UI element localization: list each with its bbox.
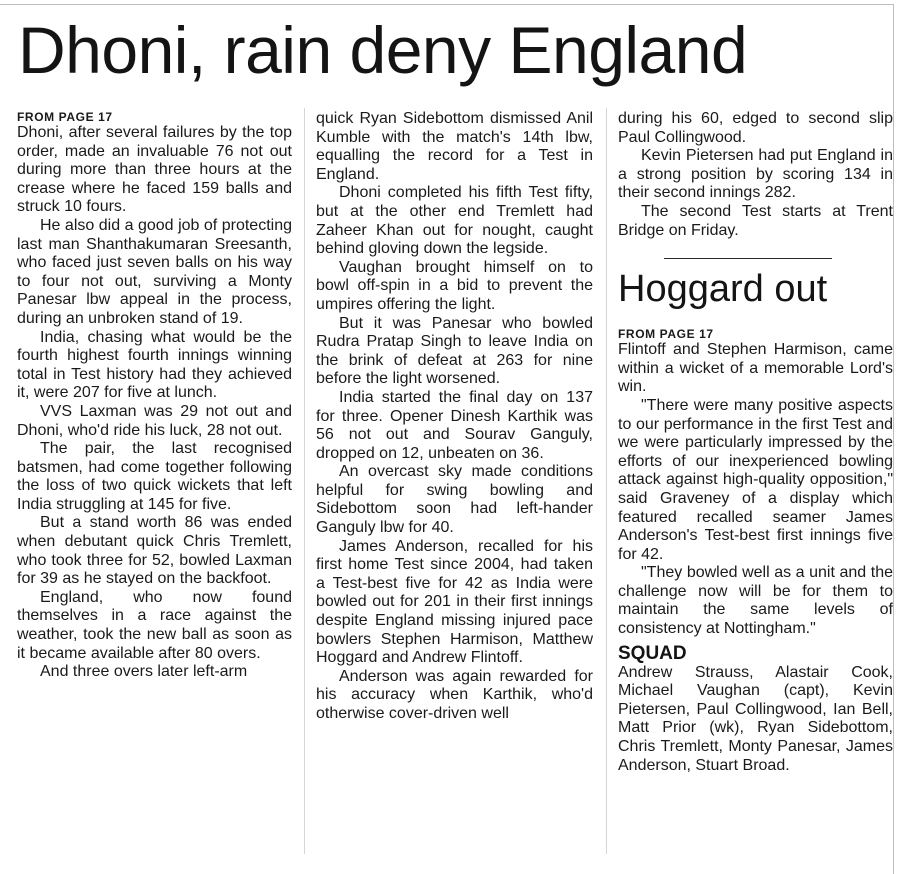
article-paragraph: India started the final day on 137 for three. Opener Dinesh Karthik was 56 not out and Sourav Ganguly, dropped on 12, unbeaten on 36.	[316, 388, 593, 462]
article-paragraph: India, chasing what would be the fourth highest fourth innings winning total in Test history had they achieved it, were 207 for five at lunch.	[17, 328, 292, 402]
article-paragraph: Flintoff and Stephen Harmison, came within a wicket of a memorable Lord's win.	[618, 341, 893, 396]
article-paragraph: "They bowled well as a unit and the challenge now will be for them to maintain the same levels of consistency at Nottingham."	[618, 564, 893, 638]
article-paragraph: An overcast sky made conditions helpful for swing bowling and Sidebottom soon had left-hander Ganguly lbw for 40.	[316, 463, 593, 537]
column-divider	[606, 108, 607, 854]
article-paragraph: VVS Laxman was 29 not out and Dhoni, who'd ride his luck, 28 not out.	[17, 402, 292, 439]
second-headline: Hoggard out	[618, 268, 828, 311]
article-paragraph: Dhoni, after several failures by the top order, made an invaluable 76 not out during more than three hours at the crease where he faced 159 balls and struck 10 fours.	[17, 124, 292, 216]
squad-list: Andrew Strauss, Alastair Cook, Michael Vaughan (capt), Kevin Pietersen, Paul Collingwood, Ian Bell, Matt Prior (wk), Ryan Sidebottom, Chris Tremlett, Monty Panesar, James Anderson, Stuart Broad.	[618, 663, 893, 774]
article-paragraph: England, who now found themselves in a race against the weather, took the new ball as soon as it became available after 80 overs.	[17, 588, 292, 662]
article-paragraph: Kevin Pietersen had put England in a strong position by scoring 134 in their second innings 282.	[618, 147, 893, 202]
article-column-3	[618, 110, 893, 775]
article-paragraph: Anderson was again rewarded for his accuracy when Karthik, who'd otherwise cover-driven well	[316, 667, 593, 722]
column-divider	[304, 108, 305, 854]
article-paragraph: Dhoni completed his fifth Test fifty, but at the other end Tremlett had Zaheer Khan out for nought, caught behind gloving down the legside.	[316, 184, 593, 258]
article-paragraph: The pair, the last recognised batsmen, had come together following the loss of two quick wickets that left India struggling at 145 for five.	[17, 440, 292, 513]
article-paragraph: And three overs later left-arm	[40, 663, 248, 681]
article-paragraph: quick Ryan Sidebottom dismissed Anil Kumble with the match's 14th lbw, equalling the record for a Test in England.	[316, 110, 593, 183]
article-column-2	[316, 110, 593, 724]
right-border-rule	[893, 4, 894, 874]
jump-line: FROM PAGE 17	[17, 110, 113, 124]
article-paragraph: "There were many positive aspects to our performance in the first Test and we were particularly impressed by the efforts of our inexperienced bowling attack against high-quality opposition," said Graveney of a display which featured recalled seamer James Anderson's Test-best first innings five for 42.	[618, 396, 893, 563]
article-paragraph: But a stand worth 86 was ended when debutant quick Chris Tremlett, who took three for 52, bowled Laxman for 39 as he stayed on the backfoot.	[17, 514, 292, 588]
article-paragraph: But it was Panesar who bowled Rudra Pratap Singh to leave India on the brink of defeat at 263 for nine before the light worsened.	[316, 314, 593, 388]
squad-heading: SQUAD	[618, 642, 687, 664]
article-paragraph: He also did a good job of protecting last man Shanthakumaran Sreesanth, who faced just seven balls on his way to four not out, surviving a Monty Panesar lbw appeal in the process, during an unbroken stand of 19.	[17, 216, 292, 327]
article-paragraph: James Anderson, recalled for his first home Test since 2004, had taken a Test-best five for 42 as India were bowled out for 201 in their first innings despite England missing injured pace bowlers Stephen Harmison, Matthew Hoggard and Andrew Flintoff.	[316, 537, 593, 667]
article-paragraph: during his 60, edged to second slip Paul Collingwood.	[618, 110, 893, 146]
story-separator-rule	[664, 258, 832, 259]
top-border-rule	[0, 4, 893, 5]
article-paragraph: Vaughan brought himself on to bowl off-spin in a bid to prevent the umpires offering the light.	[316, 258, 593, 313]
article-paragraph: The second Test starts at Trent Bridge on Friday.	[618, 202, 893, 239]
main-headline: Dhoni, rain deny England	[18, 13, 748, 87]
jump-line: FROM PAGE 17	[618, 327, 714, 342]
article-column-1	[17, 110, 292, 682]
